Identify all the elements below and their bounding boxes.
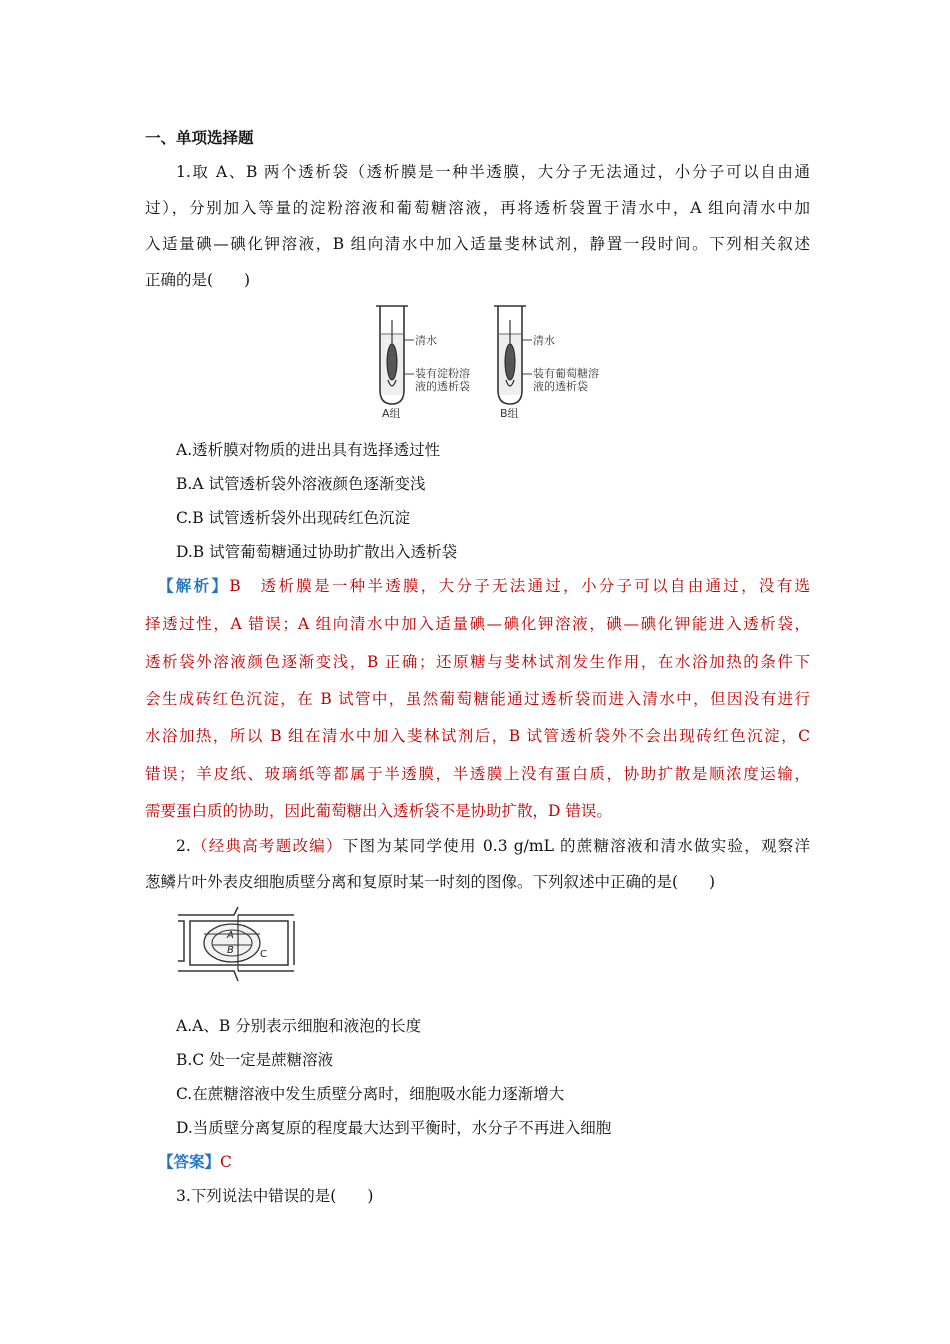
group-b-label: B组 [500,407,519,420]
q2-source-tag: （经典高考题改编） [190,837,343,855]
test-tube-b [494,306,532,404]
tube-a-water-label: 清水 [415,334,437,347]
q2-option-a: A.A、B 分别表示细胞和液泡的长度 [176,1017,422,1035]
q1-analysis-line: 错误；羊皮纸、玻璃纸等都属于半透膜，半透膜上没有蛋白质，协助扩散是顺浓度运输， [145,765,810,783]
label-a: A [227,930,234,941]
q2-option-c: C.在蔗糖溶液中发生质壁分离时，细胞吸水能力逐渐增大 [176,1085,565,1103]
dialysis-bag-figure [368,300,618,422]
test-tube-a [376,306,414,404]
q1-analysis-line: 透析袋外溶液颜色逐渐变浅，B 正确；还原糖与斐林试剂发生作用，在水浴加热的条件下 [145,653,810,671]
group-a-label: A组 [382,407,401,420]
tube-b-water-label: 清水 [533,334,555,347]
q1-analysis-line: 水浴加热，所以 B 组在清水中加入斐林试剂后，B 试管透析袋外不会出现砖红色沉淀，C [145,727,810,745]
q1-option-a: A.透析膜对物质的进出具有选择透过性 [176,441,441,459]
tube-b-bag-label: 装有葡萄糖溶 [533,367,599,380]
q2-stem-line: 2.（经典高考题改编）下图为某同学使用 0.3 g/mL 的蔗糖溶液和清水做实验，观察洋 [176,837,810,855]
analysis-tag: 【解析】 [158,576,230,595]
q1-option-d: D.B 试管葡萄糖通过协助扩散出入透析袋 [176,543,458,561]
q2-option-b: B.C 处一定是蔗糖溶液 [176,1051,334,1069]
q1-analysis-line: 会生成砖红色沉淀，在 B 试管中，虽然葡萄糖能通过透析袋而进入清水中，但因没有进行 [145,690,810,708]
answer-tag: 【答案】 [158,1152,221,1171]
q1-analysis-line: 【解析】B 透析膜是一种半透膜，大分子无法通过，小分子可以自由通过，没有选 [158,576,810,595]
tube-a-bag-label: 液的透析袋 [415,380,470,393]
tube-a-bag-label: 装有淀粉溶 [415,367,470,380]
q3-stem-line: 3.下列说法中错误的是( ) [176,1187,374,1205]
q1-stem-line: 入适量碘—碘化钾溶液，B 组向清水中加入适量斐林试剂，静置一段时间。下列相关叙述 [145,235,810,253]
section-title: 一、单项选择题 [145,128,254,147]
q1-stem-line: 1.取 A、B 两个透析袋（透析膜是一种半透膜，大分子无法通过，小分子可以自由通 [176,163,810,181]
answer-value: C [220,1153,232,1171]
q1-analysis-line: 需要蛋白质的协助，因此葡萄糖出入透析袋不是协助扩散，D 错误。 [145,802,612,820]
q1-stem-line: 过），分别加入等量的淀粉溶液和葡萄糖溶液，再将透析袋置于清水中，A 组向清水中加 [145,199,810,217]
q1-analysis-line: 择透过性，A 错误；A 组向清水中加入适量碘—碘化钾溶液，碘—碘化钾能进入透析袋， [145,615,810,633]
q1-option-c: C.B 试管透析袋外出现砖红色沉淀 [176,509,411,527]
label-b: B [227,945,234,956]
tube-b-bag-label: 液的透析袋 [533,380,588,393]
q1-stem-line: 正确的是( ) [145,271,251,289]
q2-option-d: D.当质壁分离复原的程度最大达到平衡时，水分子不再进入细胞 [176,1119,612,1137]
q2-answer [158,1152,823,1172]
label-c: C [260,949,267,960]
q2-stem-line: 葱鳞片叶外表皮细胞质壁分离和复原时某一时刻的图像。下列叙述中正确的是( ) [145,873,716,891]
plasmolysis-cell-figure [176,903,298,985]
q1-option-b: B.A 试管透析袋外溶液颜色逐渐变浅 [176,475,426,493]
